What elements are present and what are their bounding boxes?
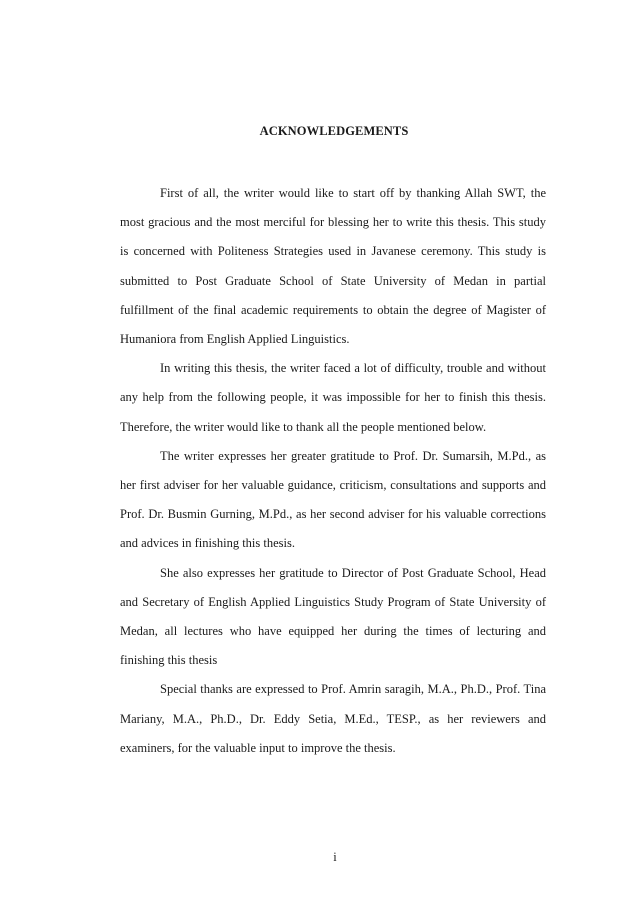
paragraph-5: Special thanks are expressed to Prof. Amrin saragih, M.A., Ph.D., Prof. Tina Mariany, M.A., Ph.D., Dr. Eddy Setia, M.Ed., TESP., as her reviewers and examiners, for the valuable input to improve the thesis. [120,682,546,755]
paragraph-1: First of all, the writer would like to start off by thanking Allah SWT, the most gracious and the most merciful for blessing her to write this thesis. This study is concerned with Politeness Strategies used in Javanese ceremony. This study is submitted to Post Graduate School of State University of Medan in partial fulfillment of the final academic requirements to obtain the degree of Magister of Humaniora from English Applied Linguistics. [120,186,546,347]
paragraph-4: She also expresses her gratitude to Director of Post Graduate School, Head and Secretary of English Applied Linguistics Study Program of State University of Medan, all lectures who have equipped her during the times of lecturing and finishing this thesis [120,565,546,668]
page-number: i [333,850,337,864]
page-title: ACKNOWLEDGEMENTS [259,124,409,138]
document-body [120,179,546,763]
paragraph-3: The writer expresses her greater gratitude to Prof. Dr. Sumarsih, M.Pd., as her first adviser for her valuable guidance, criticism, consultations and supports and Prof. Dr. Busmin Gurning, M.Pd., as her second adviser for his valuable corrections and advices in finishing this thesis. [120,448,546,551]
paragraph-2: In writing this thesis, the writer faced a lot of difficulty, trouble and without any help from the following people, it was impossible for her to finish this thesis. Therefore, the writer would like to thank all the people mentioned below. [120,361,546,434]
